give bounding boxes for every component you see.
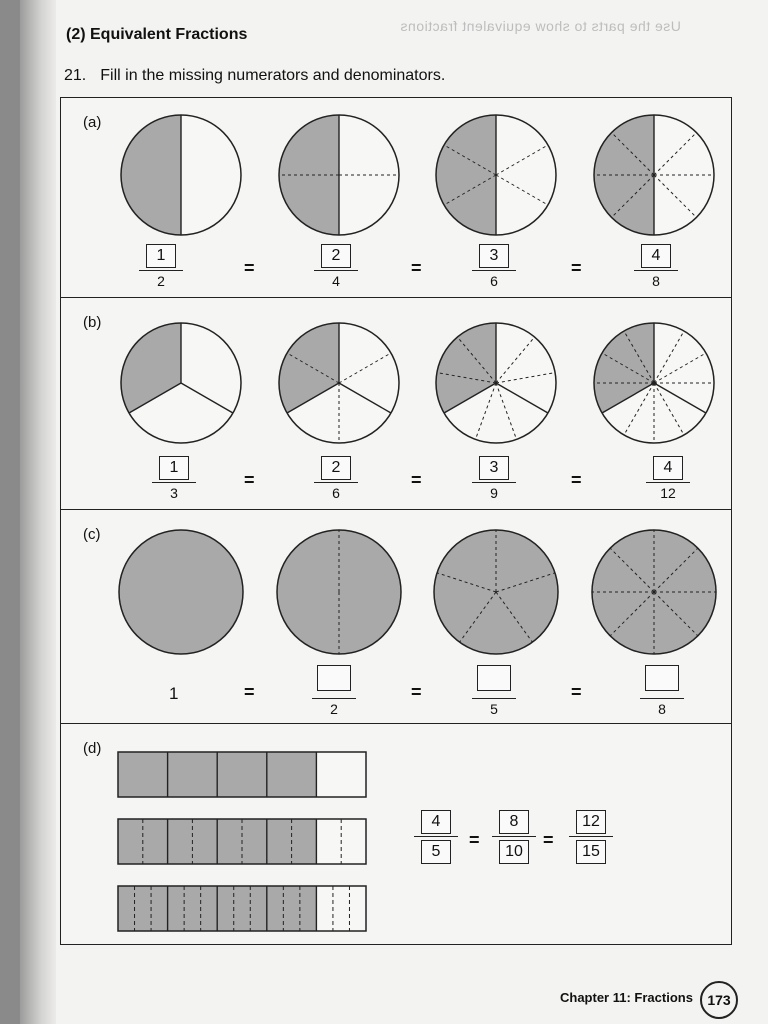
- denominator: 3: [170, 485, 178, 501]
- equals-sign: =: [571, 258, 582, 278]
- denominator: 8: [652, 273, 660, 289]
- equals-sign: =: [411, 470, 422, 490]
- fraction-circle: [121, 115, 241, 235]
- fraction-circle: [594, 115, 714, 235]
- equals-sign: =: [543, 830, 554, 850]
- fraction-c-2: [469, 665, 519, 717]
- fraction-d-2: [489, 810, 539, 864]
- equals-sign: =: [411, 258, 422, 278]
- denominator: 2: [157, 273, 165, 289]
- denominator: 12: [660, 485, 676, 501]
- shaded-region: [121, 115, 181, 235]
- fraction-b-3: [469, 456, 519, 501]
- panel-d: [60, 723, 732, 945]
- panel-label-a: (a): [83, 114, 102, 131]
- numerator-box[interactable]: 4: [653, 456, 683, 480]
- numerator-answer-box[interactable]: [477, 665, 511, 691]
- equals-sign: =: [411, 682, 422, 702]
- fraction-d-1: [411, 810, 461, 864]
- denominator: 8: [658, 701, 666, 717]
- denominator: 2: [330, 701, 338, 717]
- numerator-box[interactable]: 8: [499, 810, 529, 834]
- equals-sign: =: [469, 830, 480, 850]
- equals-sign: =: [244, 682, 255, 702]
- numerator-box[interactable]: 4: [421, 810, 451, 834]
- panel-d-bars: [61, 724, 731, 944]
- whole-number: 1: [169, 684, 179, 703]
- fraction-d-3: [566, 810, 616, 864]
- section-title: (2) Equivalent Fractions: [66, 26, 248, 43]
- panel-b: [60, 297, 732, 511]
- denominator: 9: [490, 485, 498, 501]
- fraction-a-4: [631, 244, 681, 289]
- denominator: 5: [490, 701, 498, 717]
- denominator-box[interactable]: 15: [576, 840, 606, 864]
- numerator-box[interactable]: 3: [479, 244, 509, 268]
- fraction-bar: [118, 752, 366, 797]
- fraction-circle: [279, 115, 399, 235]
- fraction-bar: [118, 886, 366, 931]
- numerator-box[interactable]: 12: [576, 810, 606, 834]
- fraction-circle: [434, 530, 558, 654]
- denominator-box[interactable]: 5: [421, 840, 451, 864]
- fraction-b-1: [149, 456, 199, 501]
- fraction-circle: [121, 323, 241, 443]
- equals-sign: =: [244, 258, 255, 278]
- fraction-a-1: [136, 244, 186, 289]
- fraction-a-2: [311, 244, 361, 289]
- equals-sign: =: [244, 470, 255, 490]
- equals-sign: =: [571, 682, 582, 702]
- panel-label-b: (b): [83, 314, 102, 331]
- numerator-box[interactable]: 2: [321, 244, 351, 268]
- fraction-bar: [118, 819, 366, 864]
- panel-a: [60, 97, 732, 299]
- fraction-circle: [277, 530, 401, 654]
- numerator-box[interactable]: 1: [159, 456, 189, 480]
- numerator-box[interactable]: 3: [479, 456, 509, 480]
- chapter-footer: Chapter 11: Fractions: [560, 990, 693, 1005]
- fraction-circle: [279, 323, 399, 443]
- fraction-circle: [119, 530, 243, 654]
- equals-sign: =: [571, 470, 582, 490]
- fraction-circle: [594, 323, 714, 443]
- denominator-box[interactable]: 10: [499, 840, 529, 864]
- panel-c-circles: [61, 510, 731, 724]
- numerator-box[interactable]: 4: [641, 244, 671, 268]
- denominator: 6: [490, 273, 498, 289]
- numerator-box[interactable]: 1: [146, 244, 176, 268]
- question-number: 21.: [64, 67, 87, 84]
- page-binding-shadow: [20, 0, 56, 1024]
- fraction-c-3: [637, 665, 687, 717]
- fraction-b-4: [643, 456, 693, 501]
- numerator-answer-box[interactable]: [645, 665, 679, 691]
- question-21: [64, 67, 445, 85]
- bleed-through-text: Use the parts to show equivalent fractions: [400, 18, 681, 34]
- fraction-circle: [592, 530, 716, 654]
- numerator-box[interactable]: 2: [321, 456, 351, 480]
- numerator-answer-box[interactable]: [317, 665, 351, 691]
- question-text: Fill in the missing numerators and denominators.: [100, 67, 446, 84]
- fraction-circle: [436, 115, 556, 235]
- shaded-region: [436, 115, 496, 235]
- fraction-a-3: [469, 244, 519, 289]
- denominator: 6: [332, 485, 340, 501]
- panel-label-d: (d): [83, 740, 102, 757]
- fraction-circle: [436, 323, 556, 443]
- page-number: 173: [700, 981, 738, 1019]
- worksheet-page: [20, 0, 768, 1024]
- fraction-c-1: [309, 665, 359, 717]
- panel-label-c: (c): [83, 526, 101, 543]
- denominator: 4: [332, 273, 340, 289]
- fraction-b-2: [311, 456, 361, 501]
- panel-c: [60, 509, 732, 725]
